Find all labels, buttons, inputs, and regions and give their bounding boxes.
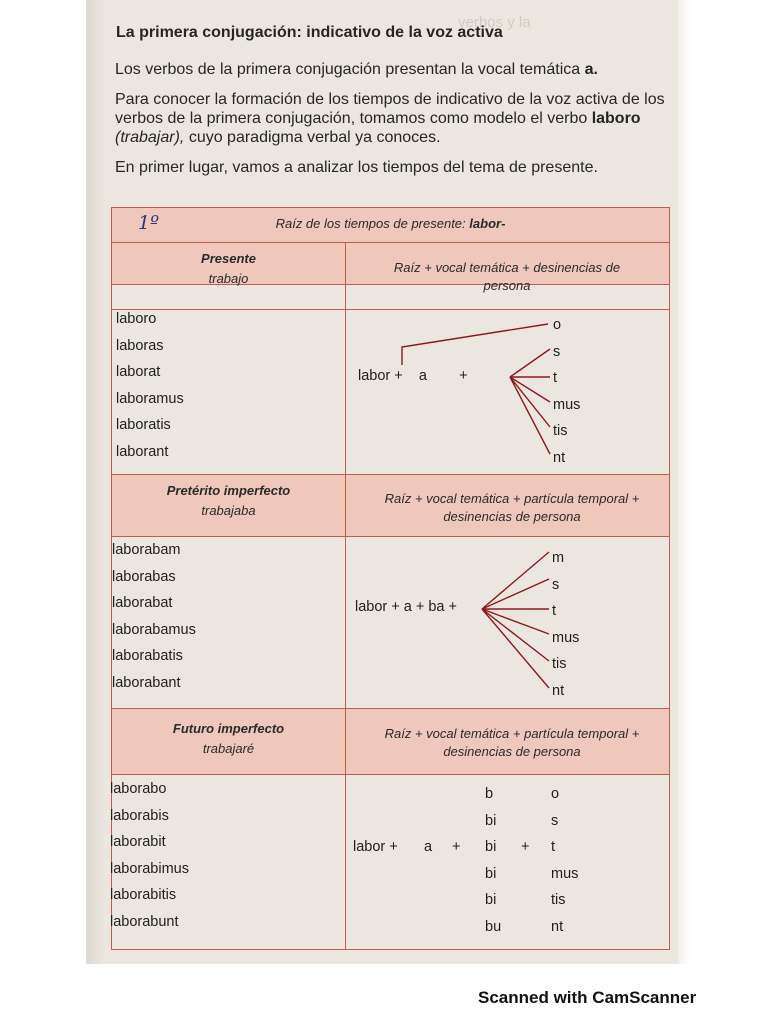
model-verb-gloss: (trabajar), xyxy=(115,129,185,146)
ending: mus xyxy=(551,865,579,882)
intro-paragraph-1 xyxy=(115,60,675,79)
tense-name: Presente xyxy=(201,251,256,266)
verb-form: laborat xyxy=(116,364,161,380)
ending-connector-line xyxy=(510,377,550,454)
ending: tis xyxy=(553,423,568,439)
ending: o xyxy=(553,317,562,333)
tense-name: Futuro imperfecto xyxy=(172,721,285,736)
root-value: labor- xyxy=(469,216,506,231)
ending: t xyxy=(553,370,558,386)
formula-label-futuro: Raíz + vocal temática + partícula temporal + desinencias de persona xyxy=(384,726,640,759)
verb-form: laborant xyxy=(116,443,169,460)
tense-meaning: trabajo xyxy=(208,271,249,286)
temporal-particle: bi xyxy=(485,865,497,882)
tense-meaning: trabajaba xyxy=(201,503,256,518)
verb-form: laboro xyxy=(116,311,157,327)
verb-form: laborabis xyxy=(110,807,169,824)
ending: s xyxy=(553,343,561,360)
conjugation-table xyxy=(111,207,670,950)
temporal-particle: bi xyxy=(485,839,497,855)
root-label: Raíz de los tiempos de presente: xyxy=(275,216,466,231)
intro-p2-after: cuyo paradigma verbal ya conoces. xyxy=(188,129,441,146)
section-heading: La primera conjugación: indicativo de la voz activa xyxy=(116,24,503,41)
ending-connector-line xyxy=(482,609,549,661)
ending-connector-line xyxy=(510,349,550,377)
verb-form: laborabat xyxy=(112,595,173,611)
formula-plus-futuro: + xyxy=(521,839,530,855)
ending: nt xyxy=(551,918,564,935)
verb-form: laborabamus xyxy=(112,621,196,638)
ending: mus xyxy=(553,396,581,413)
verb-form: laborabas xyxy=(112,568,176,585)
model-verb: laboro xyxy=(591,110,641,127)
ending: tis xyxy=(551,892,566,908)
page-edge xyxy=(678,0,690,964)
formula-presente: labor + a + xyxy=(358,368,468,384)
temporal-particle: bi xyxy=(485,892,497,908)
vowel-connector-line xyxy=(402,324,548,365)
verb-form: laborabit xyxy=(110,834,166,850)
verb-form: laborabimus xyxy=(110,860,189,877)
ending-connector-line xyxy=(482,579,549,609)
ending: t xyxy=(552,603,557,619)
temporal-particle: bi xyxy=(485,812,497,829)
ending: nt xyxy=(552,682,565,699)
intro-paragraph-3: En primer lugar, vamos a analizar los tiempos del tema de presente. xyxy=(115,159,598,176)
bleed-through-text: verbos y la xyxy=(458,14,531,31)
intro-paragraph-2 xyxy=(115,90,675,147)
tense-meaning: trabajaré xyxy=(202,741,255,756)
verb-form: laborabunt xyxy=(110,913,179,930)
ending: mus xyxy=(552,629,580,646)
formula-vowel-futuro: a xyxy=(424,839,433,855)
ending-connector-line xyxy=(482,552,549,609)
temporal-particle: bu xyxy=(485,918,502,935)
formula-label-imperfecto: Raíz + vocal temática + partícula temporal + desinencias de persona xyxy=(384,491,640,524)
verb-form: laborabo xyxy=(110,781,167,797)
intro-p2-before: Para conocer la formación de los tiempos de indicativo de la voz activa de los verbos de la primera conjugación, tomamos como modelo el verbo xyxy=(115,91,665,127)
verb-form: laborabant xyxy=(112,674,181,691)
formula-label-presente: Raíz + vocal temática + desinencias de persona xyxy=(393,260,621,293)
formula-imperfecto: labor + a + ba + xyxy=(355,599,457,615)
ending: t xyxy=(551,839,556,855)
ending-connector-line xyxy=(510,377,550,427)
page-gutter-shadow xyxy=(86,0,106,964)
verb-form: laborabam xyxy=(112,542,181,558)
temporal-particle: b xyxy=(485,786,494,802)
intro-p1-text: Los verbos de la primera conjugación presentan la vocal temática xyxy=(115,61,581,78)
ending: s xyxy=(551,812,559,829)
verb-form: laborabatis xyxy=(112,648,183,664)
verb-form: laborabitis xyxy=(110,887,177,903)
thematic-vowel: a. xyxy=(584,61,598,78)
formula-plus-futuro: + xyxy=(452,839,461,855)
connector-lines xyxy=(112,208,671,951)
ending: o xyxy=(551,786,560,802)
verb-form: laboras xyxy=(116,337,164,354)
verb-form: laboratis xyxy=(116,417,171,433)
formula-root-futuro: labor + xyxy=(353,839,398,855)
handwritten-mark: 1º xyxy=(138,212,160,234)
scanner-watermark: Scanned with CamScanner xyxy=(478,988,697,1007)
ending: nt xyxy=(553,449,566,466)
tense-name: Pretérito imperfecto xyxy=(166,483,291,498)
ending: s xyxy=(552,576,560,593)
ending: m xyxy=(552,550,565,566)
verb-form: laboramus xyxy=(116,390,184,407)
ending: tis xyxy=(552,656,567,672)
